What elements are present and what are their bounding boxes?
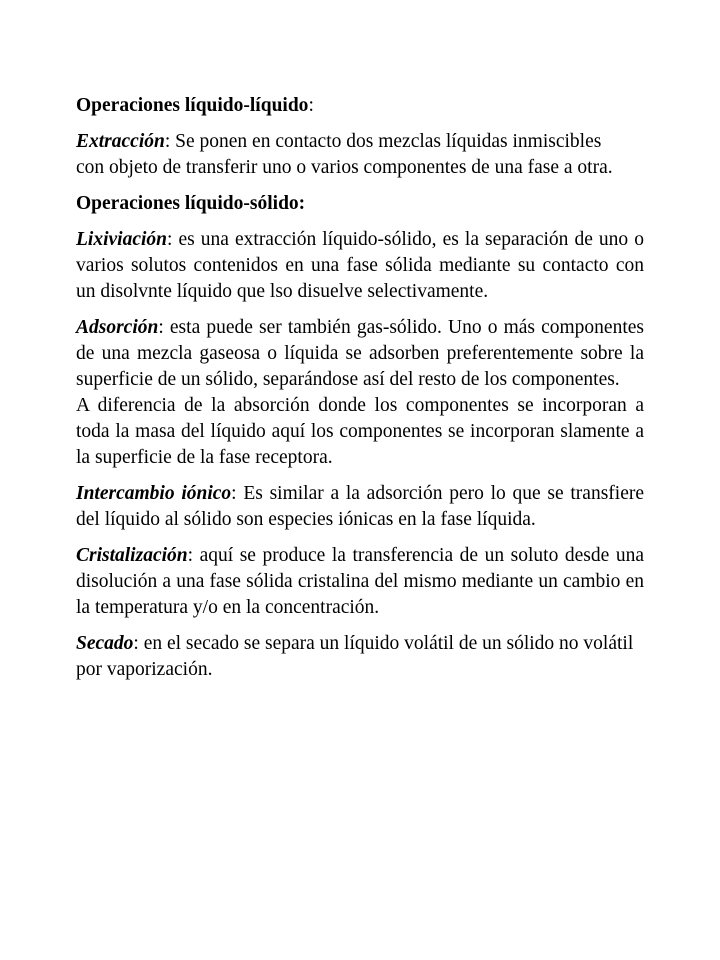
document-page [76,93,644,683]
term-intercambio: Intercambio iónico [76,483,232,504]
text-adsorcion: : esta puede ser también gas-sólido. Uno o más componentes de una mezcla gaseosa o líquida se adsorben preferentemente sobre la superficie de un sólido, separándose así del resto de los componentes. [76,317,644,390]
paragraph-cristalizacion [76,543,644,621]
term-secado: Secado [76,633,134,654]
paragraph-lixiviacion [76,227,644,305]
term-adsorcion: Adsorción [76,317,159,338]
paragraph-secado [76,631,644,683]
heading-liquido-liquido-label: Operaciones líquido-líquido [76,95,309,116]
text-lixiviacion: : es una extracción líquido-sólido, es la separación de uno o varios solutos contenidos en una fase sólida mediante su contacto con un disolvnte líquido que lso disuelve selectivamente. [76,229,644,302]
text-secado: : en el secado se separa un líquido volátil de un sólido no volátil por vaporización. [76,633,634,680]
text-cristalizacion: : aquí se produce la transferencia de un soluto desde una disolución a una fase sólida cristalina del mismo mediante un cambio en la temperatura y/o en la concentración. [76,545,644,618]
heading-liquido-solido: Operaciones líquido-sólido: [76,193,306,214]
paragraph-adsorcion [76,315,644,393]
heading-liquido-liquido-colon: : [308,95,314,116]
paragraph-intercambio [76,481,644,533]
term-lixiviacion: Lixiviación [76,229,167,250]
text-intercambio: : Es similar a la adsorción pero lo que se transfiere del líquido al sólido son especies iónicas en la fase líquida. [76,483,645,530]
paragraph-extraccion [76,129,616,181]
term-extraccion: Extracción [76,131,165,152]
heading-liquido-liquido [76,93,644,119]
text-extraccion: : Se ponen en contacto dos mezclas líquidas inmiscibles con objeto de transferir uno o varios componentes de una fase a otra. [76,131,613,178]
paragraph-adsorcion-note: A diferencia de la absorción donde los componentes se incorporan a toda la masa del líquido aquí los componentes se incorporan slamente a la superficie de la fase receptora. [76,395,644,468]
term-cristalizacion: Cristalización [76,545,188,566]
